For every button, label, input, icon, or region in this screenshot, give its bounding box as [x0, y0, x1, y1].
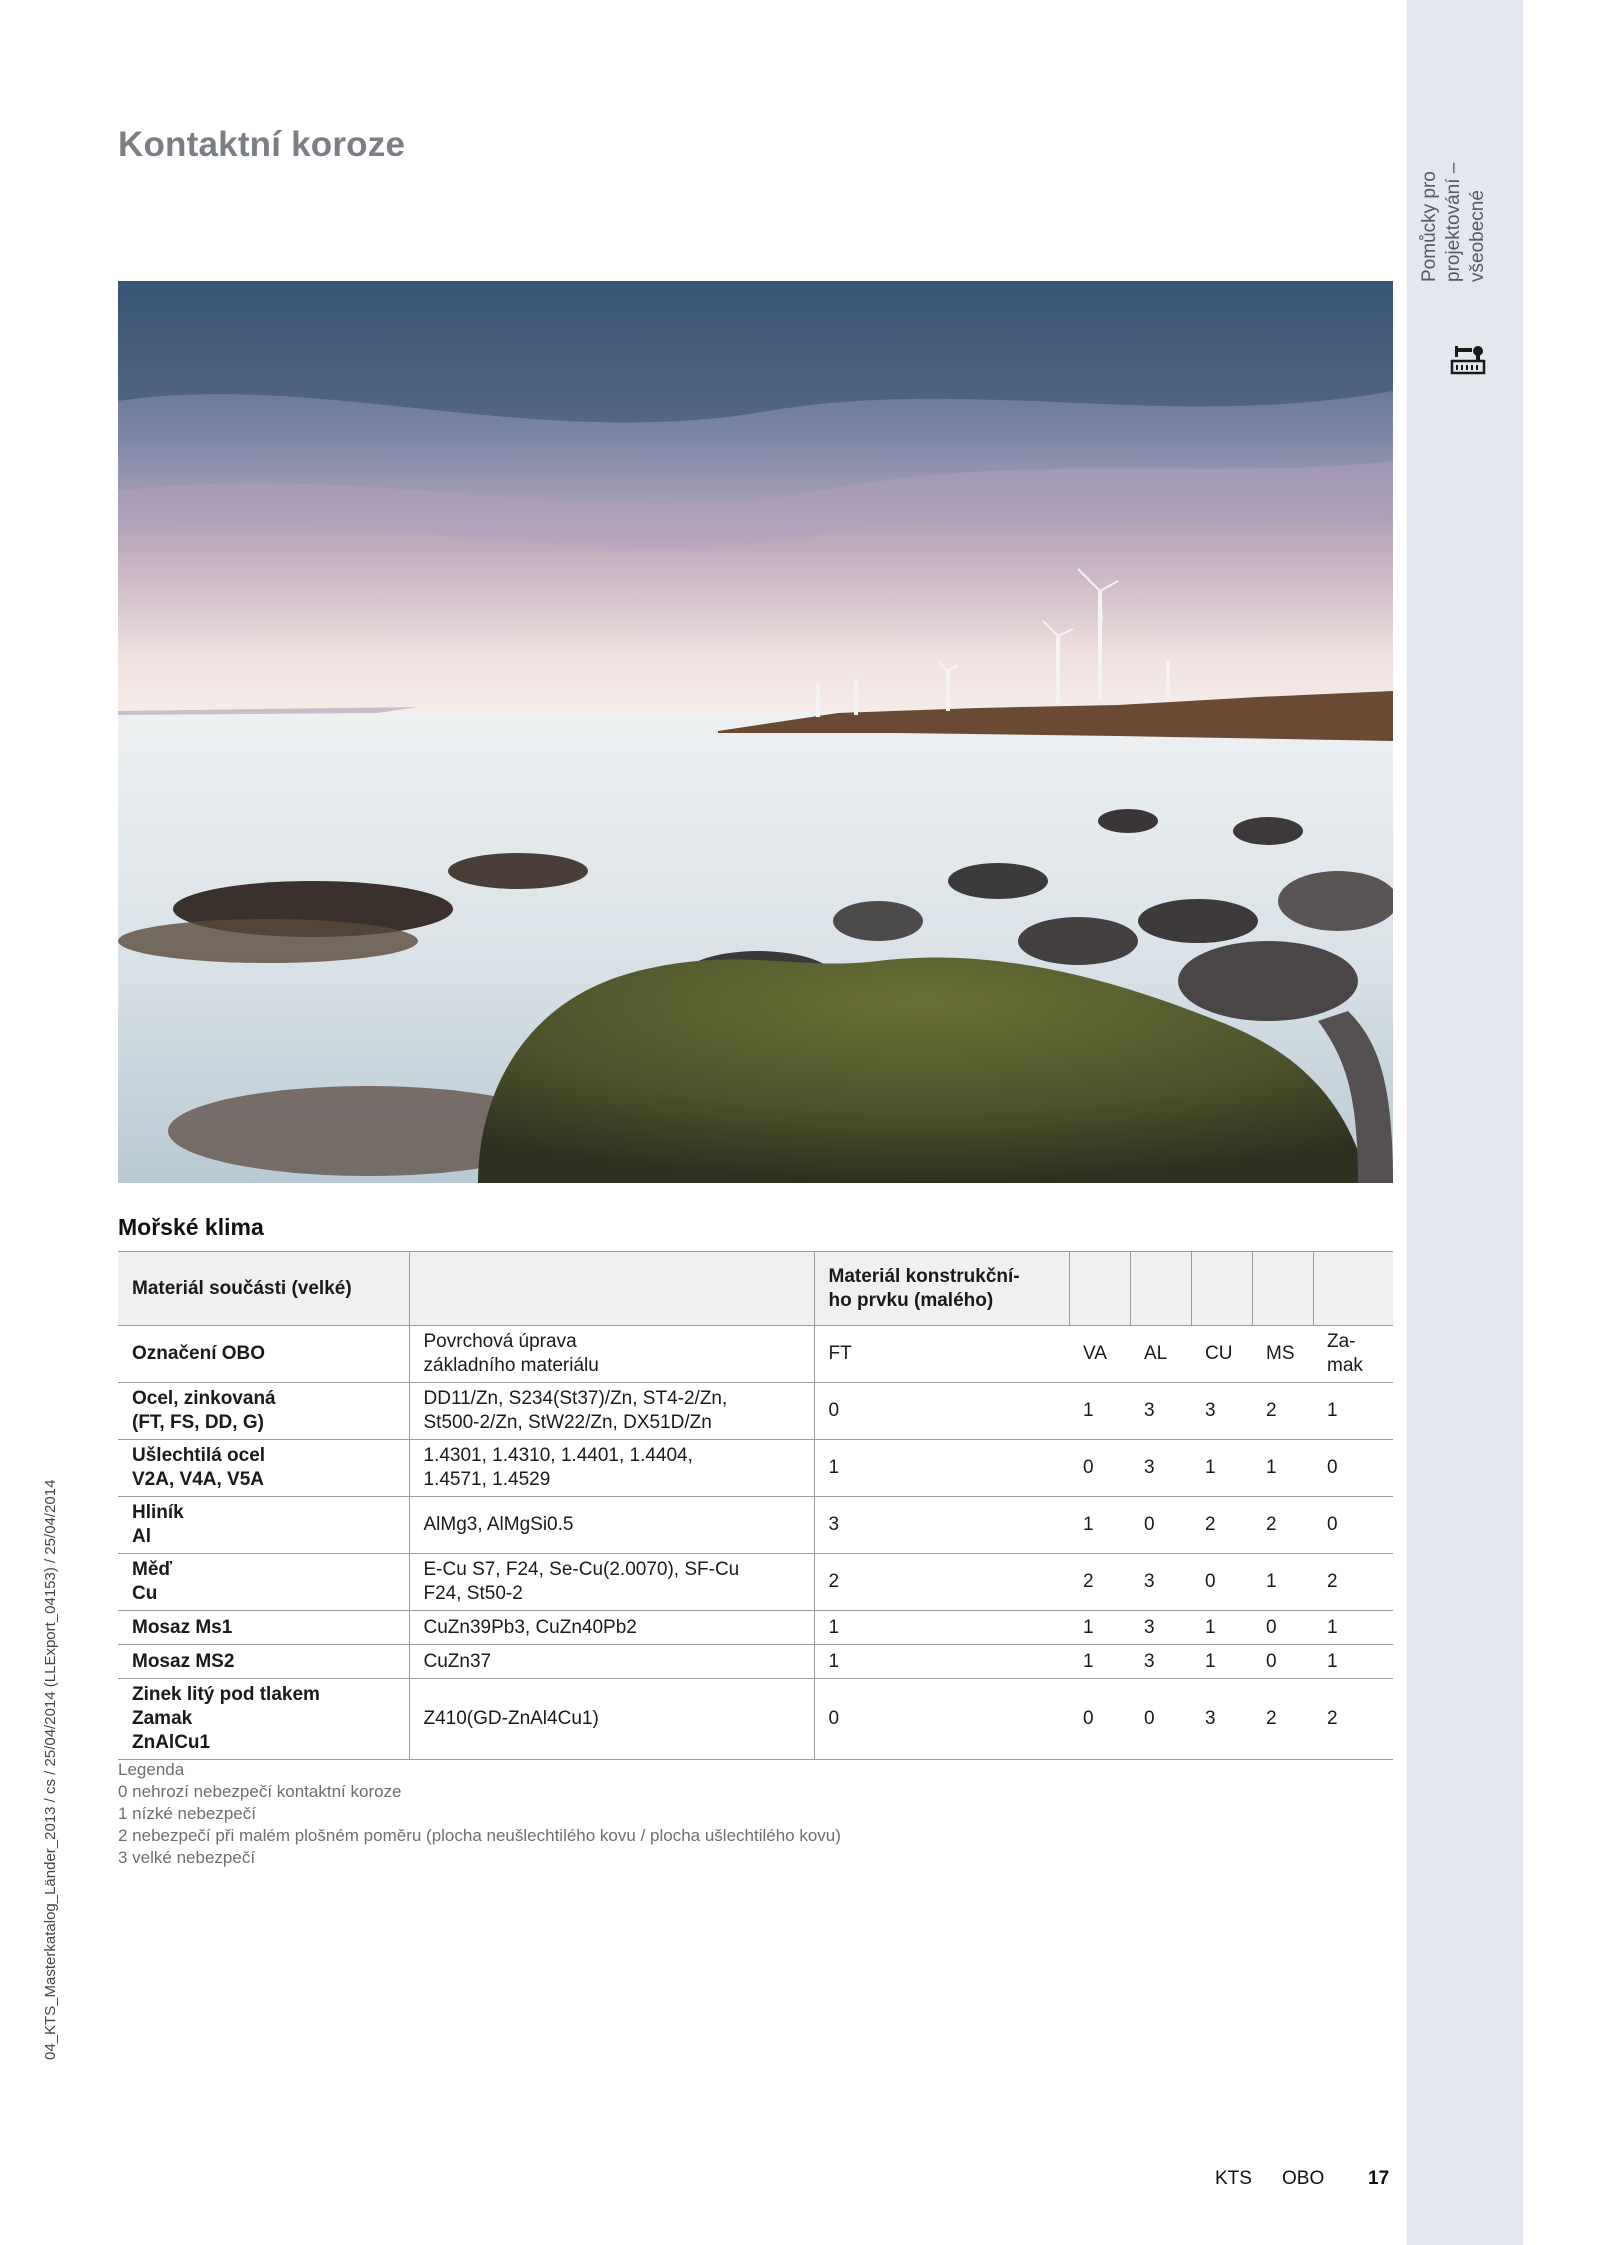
header-empty: [409, 1252, 814, 1326]
table-row: [118, 1645, 1393, 1679]
row-rating-cell: 1: [814, 1645, 1069, 1679]
row-rating-cell: 1: [814, 1611, 1069, 1645]
header-spacer: [1130, 1252, 1191, 1326]
header-col-ft: FT: [814, 1326, 1069, 1383]
row-rating-cell: 0: [1069, 1679, 1130, 1760]
row-rating-cell: 3: [1130, 1440, 1191, 1497]
row-surface-treatment: CuZn37: [409, 1645, 814, 1679]
header-col-va: VA: [1069, 1326, 1130, 1383]
row-material-name: Mosaz MS2: [118, 1645, 409, 1679]
table-row: [118, 1679, 1393, 1760]
row-rating-cell: 0: [1313, 1440, 1393, 1497]
legend-item: 0 nehrozí nebezpečí kontaktní koroze: [118, 1782, 402, 1801]
row-rating-cell: 2: [1313, 1679, 1393, 1760]
row-rating-cell: 3: [1130, 1383, 1191, 1440]
header-col-ms: MS: [1252, 1326, 1313, 1383]
header-spacer: [1313, 1252, 1393, 1326]
header-col-cu: CU: [1191, 1326, 1252, 1383]
legend: [118, 1759, 841, 1869]
row-rating-cell: 3: [1130, 1645, 1191, 1679]
row-rating-cell: 1: [1069, 1497, 1130, 1554]
legend-item: 2 nebezpečí při malém plošném poměru (plocha neušlechtilého kovu / plocha ušlechtilého kovu): [118, 1826, 841, 1845]
row-rating-cell: 2: [814, 1554, 1069, 1611]
header-spacer: [1191, 1252, 1252, 1326]
row-rating-cell: 3: [814, 1497, 1069, 1554]
header-col-zamak: Za- mak: [1313, 1326, 1393, 1383]
header-material-small: Materiál konstrukční- ho prvku (malého): [814, 1252, 1069, 1326]
row-rating-cell: 0: [1252, 1645, 1313, 1679]
row-surface-treatment: CuZn39Pb3, CuZn40Pb2: [409, 1611, 814, 1645]
vertical-print-info: 04_KTS_Masterkatalog_Länder_2013 / cs / 25/04/2014 (LLExport_04153) / 25/04/2014: [42, 1479, 59, 2060]
row-rating-cell: 0: [814, 1679, 1069, 1760]
row-rating-cell: 0: [1130, 1497, 1191, 1554]
table-row: [118, 1440, 1393, 1497]
row-rating-cell: 0: [1191, 1554, 1252, 1611]
row-rating-cell: 1: [1252, 1440, 1313, 1497]
sidebar-line-1: Pomůcky pro: [1419, 171, 1440, 282]
table-header-row: [118, 1252, 1393, 1326]
header-spacer: [1069, 1252, 1130, 1326]
table-row: [118, 1554, 1393, 1611]
row-rating-cell: 1: [1313, 1383, 1393, 1440]
row-rating-cell: 2: [1252, 1383, 1313, 1440]
row-rating-cell: 0: [814, 1383, 1069, 1440]
row-rating-cell: 1: [1191, 1440, 1252, 1497]
row-rating-cell: 1: [1252, 1554, 1313, 1611]
table-subheader-row: [118, 1326, 1393, 1383]
table-row: [118, 1383, 1393, 1440]
row-rating-cell: 0: [1313, 1497, 1393, 1554]
legend-item: 1 nízké nebezpečí: [118, 1804, 256, 1823]
page-number: 17: [1368, 2168, 1390, 2189]
row-material-name: Ušlechtilá ocel V2A, V4A, V5A: [118, 1440, 409, 1497]
legend-title: Legenda: [118, 1760, 185, 1779]
section-title: Mořské klima: [118, 1214, 264, 1240]
table-row: [118, 1497, 1393, 1554]
header-col-al: AL: [1130, 1326, 1191, 1383]
footer-obo: OBO: [1282, 2168, 1325, 2189]
row-rating-cell: 2: [1313, 1554, 1393, 1611]
row-rating-cell: 1: [1191, 1611, 1252, 1645]
row-surface-treatment: AlMg3, AlMgSi0.5: [409, 1497, 814, 1554]
row-rating-cell: 0: [1130, 1679, 1191, 1760]
tools-ruler-icon: [1450, 343, 1486, 375]
row-rating-cell: 1: [1069, 1611, 1130, 1645]
row-rating-cell: 3: [1191, 1383, 1252, 1440]
row-material-name: Ocel, zinkovaná (FT, FS, DD, G): [118, 1383, 409, 1440]
row-material-name: Zinek litý pod tlakem Zamak ZnAlCu1: [118, 1679, 409, 1760]
row-rating-cell: 2: [1252, 1679, 1313, 1760]
row-surface-treatment: DD11/Zn, S234(St37)/Zn, ST4-2/Zn, St500-2/Zn, StW22/Zn, DX51D/Zn: [409, 1383, 814, 1440]
footer-kts: KTS: [1215, 2168, 1252, 2189]
row-material-name: Měď Cu: [118, 1554, 409, 1611]
sidebar-section-label: [1418, 142, 1490, 282]
row-rating-cell: 1: [1191, 1645, 1252, 1679]
sidebar-line-3: všeobecné: [1467, 190, 1488, 282]
seascape-wind-turbines-photo: [118, 281, 1393, 1183]
row-material-name: Hliník Al: [118, 1497, 409, 1554]
row-rating-cell: 1: [814, 1440, 1069, 1497]
row-rating-cell: 2: [1069, 1554, 1130, 1611]
sidebar-band: [1407, 0, 1523, 2245]
row-rating-cell: 3: [1191, 1679, 1252, 1760]
row-rating-cell: 3: [1130, 1611, 1191, 1645]
row-surface-treatment: Z410(GD-ZnAl4Cu1): [409, 1679, 814, 1760]
header-spacer: [1252, 1252, 1313, 1326]
row-rating-cell: 0: [1252, 1611, 1313, 1645]
row-rating-cell: 3: [1130, 1554, 1191, 1611]
header-material-large: Materiál součásti (velké): [118, 1252, 409, 1326]
row-surface-treatment: E-Cu S7, F24, Se-Cu(2.0070), SF-Cu F24, St50-2: [409, 1554, 814, 1611]
row-rating-cell: 1: [1069, 1645, 1130, 1679]
header-obo-designation: Označení OBO: [118, 1326, 409, 1383]
legend-item: 3 velké nebezpečí: [118, 1848, 256, 1867]
row-rating-cell: 0: [1069, 1440, 1130, 1497]
row-material-name: Mosaz Ms1: [118, 1611, 409, 1645]
row-rating-cell: 2: [1252, 1497, 1313, 1554]
sidebar-line-2: projektování –: [1443, 162, 1464, 282]
corrosion-table: [118, 1251, 1393, 1760]
header-surface-treatment: Povrchová úprava základního materiálu: [409, 1326, 814, 1383]
row-rating-cell: 2: [1191, 1497, 1252, 1554]
row-rating-cell: 1: [1313, 1611, 1393, 1645]
table-row: [118, 1611, 1393, 1645]
row-rating-cell: 1: [1069, 1383, 1130, 1440]
row-surface-treatment: 1.4301, 1.4310, 1.4401, 1.4404, 1.4571, 1.4529: [409, 1440, 814, 1497]
page-title: Kontaktní koroze: [118, 125, 406, 164]
row-rating-cell: 1: [1313, 1645, 1393, 1679]
